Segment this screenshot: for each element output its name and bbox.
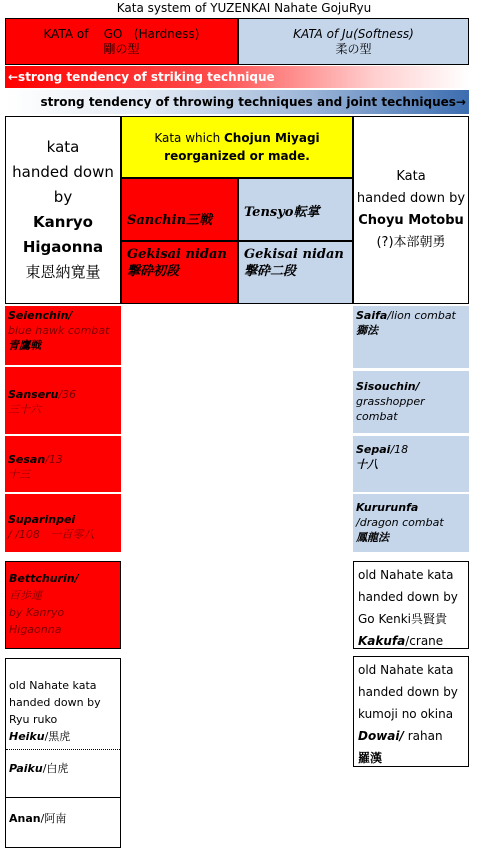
kata-kururunfa	[353, 494, 469, 552]
kata-name: Sisouchin/	[356, 380, 420, 393]
ju-header	[238, 18, 469, 65]
lineage-text: by	[53, 188, 73, 206]
kata-jp: 十三	[8, 468, 30, 481]
kata-name: Seienchin/	[8, 309, 73, 322]
striking-tendency-bar: ←strong tendency of striking technique	[5, 66, 469, 88]
go-header	[5, 18, 238, 65]
kata-who: Higaonna	[9, 623, 62, 636]
kata-name: Suparinpei	[8, 513, 76, 526]
kata-name: Sepai	[356, 443, 391, 456]
go-header-jp: 剛の型	[103, 41, 140, 56]
kata-meaning: /13	[45, 453, 63, 466]
ryu-ruko-box	[5, 658, 121, 848]
lineage-text: Go Kenki呉賢貴	[358, 612, 447, 626]
kata-meaning: /36	[58, 388, 77, 401]
kata-meaning: /18	[390, 443, 409, 456]
kata-meaning: /dragon combat	[356, 516, 444, 529]
kata-jp: 百歩連	[9, 589, 42, 602]
sanchin-label: Sanchin三戦	[127, 213, 213, 228]
kata-bettchurin	[5, 561, 121, 649]
kata-sanseru	[5, 367, 121, 434]
kata-saifa	[353, 306, 469, 368]
ju-header-jp: 柔の型	[335, 41, 372, 56]
lineage-master-jp: 東恩納寛量	[25, 263, 101, 281]
chojun-name: Chojun Miyagi	[224, 131, 320, 145]
gekisai-nidan-cell	[238, 241, 353, 304]
kata-name: Kakufa	[358, 634, 406, 648]
kata-jp: /阿南	[40, 812, 67, 825]
ju-header-label: KATA of Ju(Softness)	[293, 26, 414, 41]
kata-sepai	[353, 436, 469, 492]
lineage-text: old Nahate kata	[358, 663, 454, 677]
lineage-master-name: Higaonna	[22, 238, 104, 256]
lineage-text: kata	[46, 138, 80, 156]
kata-meaning: /lion combat	[387, 309, 456, 322]
chojun-intro: Kata which	[154, 131, 224, 145]
throwing-tendency-bar: strong tendency of throwing techniques and joint techniques→	[5, 90, 469, 114]
lineage-text: kumoji no okina	[358, 707, 454, 721]
lineage-master-name: Kanryo	[33, 213, 93, 231]
kata-name: Bettchurin/	[9, 572, 79, 585]
kata-name: Paiku	[9, 762, 43, 775]
chojun-tail: reorganized or made.	[164, 149, 310, 163]
kata-sesan	[5, 436, 121, 492]
kata-meaning: grasshopper combat	[356, 395, 425, 423]
tensyo-label: Tensyo転掌	[244, 205, 320, 220]
sanchin-cell	[121, 178, 238, 241]
motobu-lineage-box	[353, 116, 469, 304]
lineage-text: old Nahate kata	[9, 679, 97, 692]
kata-name: Anan	[9, 812, 41, 825]
tensyo-cell	[238, 178, 353, 241]
go-kenki-box	[353, 561, 469, 649]
lineage-text: handed down	[12, 163, 114, 181]
go-header-label: KATA of GO (Hardness)	[43, 26, 200, 41]
kata-jp: 十八	[356, 458, 378, 471]
kata-name: Dowai/	[358, 729, 404, 743]
kata-name: Sesan	[8, 453, 46, 466]
kata-jp: 鳳龍法	[356, 531, 389, 544]
kata-name: Saifa	[356, 309, 388, 322]
lineage-text: handed down by	[9, 696, 101, 709]
lineage-text: handed down by	[358, 685, 458, 699]
kata-meaning: rahan	[403, 729, 443, 743]
kata-meaning: blue hawk combat	[8, 324, 110, 337]
lineage-text: Ryu ruko	[9, 713, 58, 726]
kata-jp: /黒虎	[44, 730, 71, 743]
gekisai-nidan-jp: 撃砕二段	[244, 264, 297, 279]
lineage-master-jp: (?)本部朝勇	[376, 235, 446, 250]
kata-jp: 三十六	[8, 403, 41, 416]
lineage-master-name: Choyu Motobu	[358, 213, 464, 228]
kata-by: by Kanryo	[9, 606, 65, 619]
kata-meaning: /crane	[405, 634, 444, 648]
kata-name: Sanseru	[8, 388, 59, 401]
kata-jp: /白虎	[42, 762, 69, 775]
kata-name: Heiku	[9, 730, 45, 743]
lineage-text: handed down by	[358, 590, 458, 604]
kata-sisouchin	[353, 371, 469, 433]
kata-jp: 獅法	[356, 324, 378, 337]
kumoji-box	[353, 656, 469, 767]
kata-name: Kururunfa	[356, 501, 419, 514]
gekisai-nidan-label: Gekisai nidan	[244, 247, 344, 262]
lineage-text: old Nahate kata	[358, 568, 454, 582]
lineage-text: Kata	[396, 169, 426, 184]
kata-seienchin	[5, 306, 121, 365]
page-title: Kata system of YUZENKAI Nahate GojuRyu	[116, 1, 372, 15]
gekisai-shodan-label: Gekisai nidan撃砕初段	[127, 247, 227, 279]
kata-jp: 青鷹戦	[8, 339, 41, 352]
kata-meaning: / /108 一百零八	[8, 528, 95, 541]
kata-suparinpei	[5, 494, 121, 552]
chojun-header	[121, 116, 353, 178]
kanryo-lineage-box	[5, 116, 121, 304]
gekisai-shodan-cell	[121, 241, 238, 304]
lineage-text: handed down by	[356, 191, 466, 206]
kata-jp: 羅漢	[358, 751, 383, 765]
